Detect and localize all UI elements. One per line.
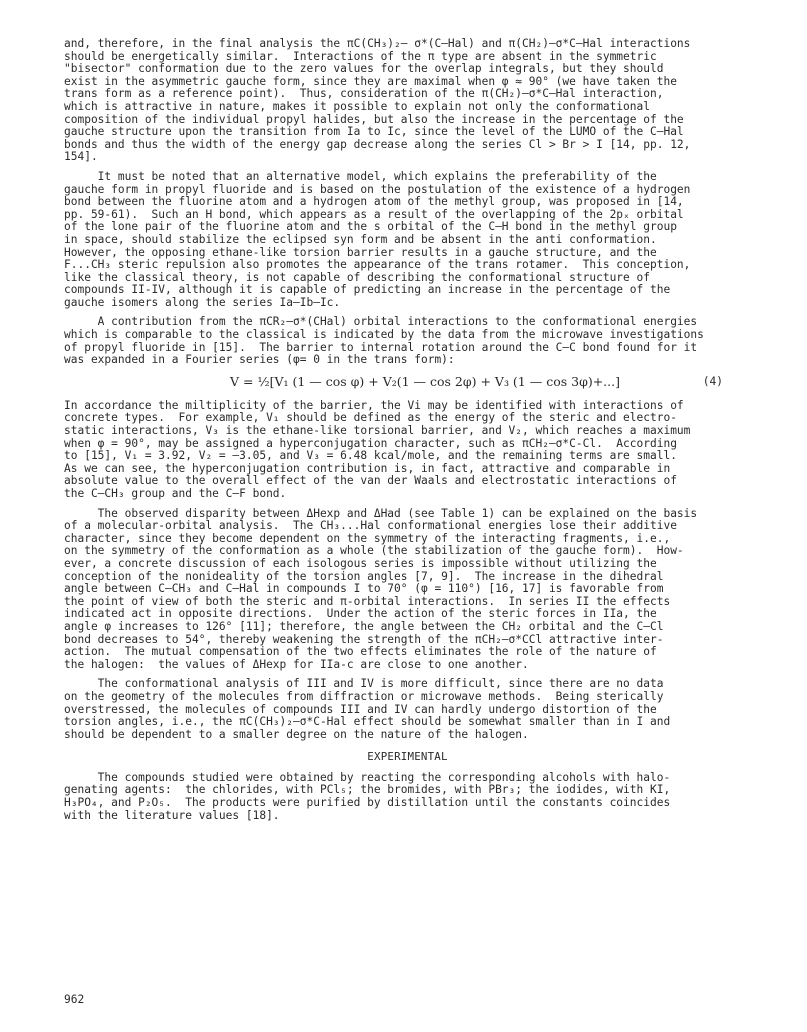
text-line: the C—CH₃ group and the C—F bond. — [64, 488, 287, 500]
text-line: should be energetically similar. Interactions of the π type are absent in the symmetric — [64, 50, 657, 63]
text-line: composition of the individual propyl halides, but also the increase in the percentage of the — [64, 113, 684, 126]
text-line: of the lone pair of the fluorine atom and the s orbital of the C—H bond in the methyl group — [64, 221, 677, 234]
text-line: genating agents: the chlorides, with PCl₅; the bromides, with PBr₃; the iodides, with KI, — [64, 784, 671, 797]
paragraph-4 — [64, 400, 751, 501]
text-line: gauche isomers along the series Ia—Ib—Ic. — [64, 296, 341, 309]
text-line: bond between the fluorine atom and a hydrogen atom of the methyl group, was proposed in [14, — [64, 196, 684, 209]
paragraph-3 — [64, 316, 751, 366]
text-line: In accordance the miltiplicity of the barrier, the Vi may be identified with interactions of — [64, 399, 684, 412]
text-line: 154]. — [64, 151, 98, 164]
text-line: on the symmetry of the conformation as a whole (the stabilization of the gauche form). How- — [64, 545, 684, 558]
text-line: It must be noted that an alternative model, which explains the preferability of the — [64, 170, 657, 183]
text-line: torsion angles, i.e., the πC(CH₃)₂—σ*C-Hal effect should be somewhat smaller than in I and — [64, 716, 671, 729]
text-line: angle between C—CH₃ and C—Hal in compounds I to 70° (φ = 110°) [16, 17] is favorable from — [64, 583, 664, 596]
text-line: was expanded in a Fourier series (φ= 0 in the trans form): — [64, 354, 455, 367]
equation-number: (4) — [702, 374, 723, 388]
text-line: conception of the nonideality of the torsion angles [7, 9]. The increase in the dihedral — [64, 570, 664, 583]
text-line: gauche structure upon the transition from Ia to Ic, since the level of the LUMO of the C—Hal — [64, 126, 684, 139]
paragraph-6 — [64, 678, 751, 741]
text-line: action. The mutual compensation of the two effects eliminates the role of the nature of — [64, 646, 657, 659]
text-line: which is comparable to the classical is indicated by the data from the microwave investigations — [64, 329, 704, 342]
text-line: of propyl fluoride in [15]. The barrier to internal rotation around the C—C bond found for it — [64, 341, 698, 354]
text-line: when φ = 90°, may be assigned a hyperconjugation character, such as πCH₂—σ*C-Cl. According — [64, 437, 677, 450]
text-line: pp. 59-61). Such an H bond, which appears as a result of the overlapping of the 2pₓ orbital — [64, 208, 684, 221]
text-line: concrete types. For example, V₁ should be defined as the energy of the steric and electro- — [64, 412, 677, 425]
section-heading-experimental: EXPERIMENTAL — [367, 750, 448, 764]
text-line: should be dependent to a smaller degree on the nature of the halogen. — [64, 728, 529, 741]
equation-body: V = ½[V₁ (1 — cos φ) + V₂(1 — cos 2φ) + V₃ (1 — cos 3φ)+...] — [230, 373, 620, 389]
text-line: of a molecular-orbital analysis. The CH₃...Hal conformational energies lose their additive — [64, 520, 677, 533]
paragraph-2 — [64, 171, 751, 310]
text-line: ever, a concrete discussion of each isologous series is impossible without utilizing the — [64, 557, 657, 570]
text-line: As we can see, the hyperconjugation contribution is, in fact, attractive and comparable in — [64, 462, 671, 475]
text-line: with the literature values [18]. — [64, 809, 280, 822]
text-line: overstressed, the molecules of compounds III and IV can hardly undergo distortion of the — [64, 703, 657, 716]
text-line: The conformational analysis of III and IV is more difficult, since there are no data — [64, 678, 664, 691]
text-line: static interactions, V₃ is the ethane-like torsional barrier, and V₂, which reaches a maximum — [64, 425, 691, 438]
text-line: like the classical theory, is not capable of describing the conformational structure of — [64, 271, 650, 284]
text-line: angle φ increases to 126° [11]; therefore, the angle between the CH₂ orbital and the C—Cl — [64, 620, 664, 633]
text-line: on the geometry of the molecules from diffraction or microwave methods. Being sterically — [64, 690, 664, 703]
text-line: to [15], V₁ = 3.92, V₂ = —3.05, and V₃ = 6.48 kcal/mole, and the remaining terms are small. — [64, 450, 677, 463]
text-line: which is attractive in nature, makes it possible to explain not only the conformational — [64, 100, 650, 113]
text-line: H₃PO₄, and P₂O₅. The products were purified by distillation until the constants coincides — [64, 797, 671, 810]
text-line: F...CH₃ steric repulsion also promotes the appearance of the trans rotamer. This conception, — [64, 259, 691, 272]
text-line: The observed disparity between ΔHexp and ΔHad (see Table 1) can be explained on the basis — [64, 507, 698, 520]
paragraph-1 — [64, 38, 751, 164]
text-line: The compounds studied were obtained by reacting the corresponding alcohols with halo- — [64, 771, 671, 784]
text-line: and, therefore, in the final analysis the πC(CH₃)₂— σ*(C—Hal) and π(CH₂)—σ*C—Hal interactions — [64, 38, 691, 50]
page-number: 962 — [64, 993, 85, 1006]
text-line: bond decreases to 54°, thereby weakening the strength of the πCH₂—σ*CCl attractive inter- — [64, 633, 664, 646]
paragraph-experimental — [64, 772, 751, 822]
text-line: character, since they become dependent on the symmetry of the interacting fragments, i.e., — [64, 532, 671, 545]
text-line: the halogen: the values of ΔHexp for IIa-c are close to one another. — [64, 658, 529, 671]
text-line: trans form as a reference point). Thus, consideration of the π(CH₂)—σ*C—Hal interaction, — [64, 88, 664, 101]
text-line: exist in the asymmetric gauche form, since they are maximal when φ ≈ 90° (we have taken the — [64, 75, 677, 88]
text-line: indicated act in opposite directions. Under the action of the steric forces in IIa, the — [64, 608, 657, 621]
equation-4 — [64, 374, 751, 392]
text-line: bonds and thus the width of the energy gap decrease along the series Cl > Br > I [14, pp. 12, — [64, 138, 691, 151]
text-line: absolute value to the overall effect of the van der Waals and electrostatic interactions of — [64, 475, 677, 488]
paragraph-5 — [64, 508, 751, 672]
text-line: the point of view of both the steric and π-orbital interactions. In series II the effects — [64, 595, 671, 608]
text-line: "bisector" conformation due to the zero values for the overlap integrals, but they should — [64, 63, 664, 76]
text-line: in space, should stabilize the eclipsed syn form and be absent in the anti conformation. — [64, 233, 657, 246]
text-line: A contribution from the πCR₂—σ*(CHal) orbital interactions to the conformational energies — [64, 316, 698, 329]
text-line: However, the opposing ethane-like torsion barrier results in a gauche structure, and the — [64, 246, 657, 259]
text-line: compounds II-IV, although it is capable of predicting an increase in the percentage of the — [64, 284, 671, 297]
text-line: gauche form in propyl fluoride and is based on the postulation of the existence of a hydrogen — [64, 183, 691, 196]
